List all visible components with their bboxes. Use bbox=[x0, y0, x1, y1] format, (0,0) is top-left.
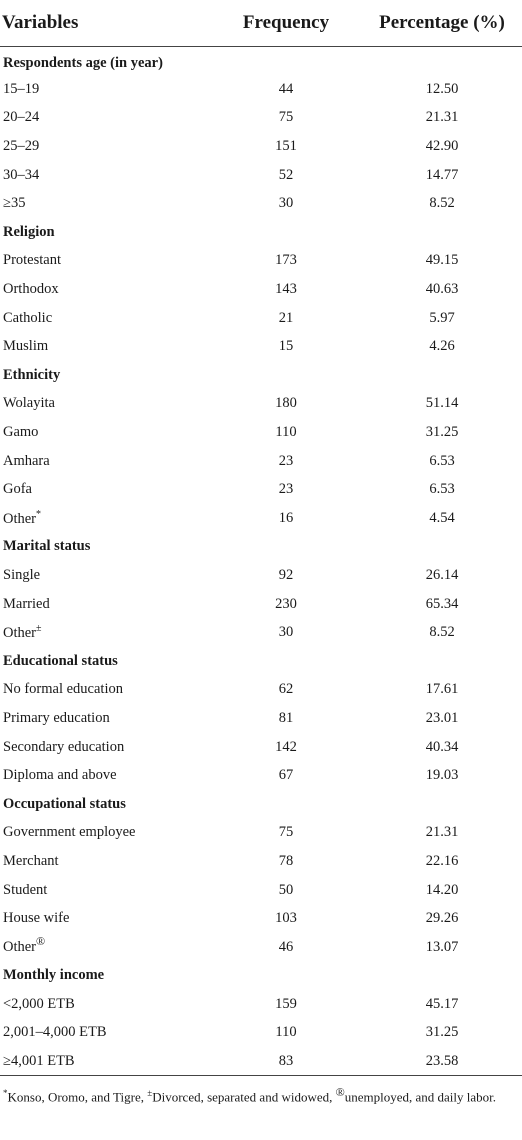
row-label bbox=[0, 447, 210, 476]
row-label-text: 25–29 bbox=[3, 138, 40, 155]
row-label bbox=[0, 676, 210, 705]
section-title: Educational status bbox=[3, 652, 118, 669]
row-label bbox=[0, 1019, 210, 1048]
row-label bbox=[0, 390, 210, 419]
row-label-text: Gamo bbox=[3, 424, 39, 441]
row-label-text: ≥4,001 ETB bbox=[3, 1052, 75, 1069]
row-label bbox=[0, 876, 210, 905]
row-label-text: No formal education bbox=[3, 681, 123, 698]
percentage-cell: 5.97 bbox=[429, 309, 455, 326]
frequency-cell: 67 bbox=[278, 767, 294, 784]
table-row bbox=[0, 1047, 522, 1076]
row-label-text: ≥35 bbox=[3, 195, 26, 212]
row-label-text: Secondary education bbox=[3, 738, 125, 755]
frequency-cell: 15 bbox=[278, 338, 294, 355]
table-row bbox=[0, 247, 522, 276]
percentage-cell: 4.54 bbox=[429, 509, 455, 526]
row-label-text: Married bbox=[3, 595, 50, 612]
row-label-text: Other bbox=[3, 510, 37, 527]
table-row bbox=[0, 332, 522, 361]
row-label bbox=[0, 1047, 210, 1076]
percentage-cell: 21.31 bbox=[425, 109, 459, 126]
section-row bbox=[0, 361, 522, 390]
frequency-cell: 44 bbox=[278, 80, 294, 97]
table-body bbox=[0, 47, 522, 1076]
row-label-text: 15–19 bbox=[3, 80, 40, 97]
percentage-cell: 14.20 bbox=[425, 881, 459, 898]
percentage-cell: 65.34 bbox=[425, 595, 459, 612]
percentage-cell: 14.77 bbox=[425, 166, 459, 183]
footnote-text: Divorced, separated and widowed, bbox=[152, 1089, 336, 1105]
row-label-text: Protestant bbox=[3, 252, 61, 269]
section-title: Occupational status bbox=[3, 795, 126, 812]
frequency-cell: 81 bbox=[278, 709, 294, 726]
table-row bbox=[0, 390, 522, 419]
frequency-cell: 110 bbox=[275, 1024, 297, 1041]
table-row bbox=[0, 104, 522, 133]
row-label-text: 30–34 bbox=[3, 166, 40, 183]
row-label-text: 2,001–4,000 ETB bbox=[3, 1024, 107, 1041]
row-label bbox=[0, 132, 210, 161]
table-row bbox=[0, 447, 522, 476]
percentage-cell: 42.90 bbox=[425, 138, 459, 155]
table-row bbox=[0, 475, 522, 504]
frequency-cell: 62 bbox=[278, 681, 294, 698]
frequency-cell: 110 bbox=[275, 424, 297, 441]
percentage-cell: 23.01 bbox=[425, 709, 459, 726]
frequency-cell: 83 bbox=[278, 1052, 294, 1069]
footnote-marker: * bbox=[36, 508, 42, 520]
percentage-cell: 17.61 bbox=[425, 681, 459, 698]
section-row bbox=[0, 790, 522, 819]
footnote-marker: ± bbox=[36, 623, 42, 635]
percentage-cell: 49.15 bbox=[425, 252, 459, 269]
frequency-cell: 143 bbox=[275, 281, 297, 298]
row-label-text: Amhara bbox=[3, 452, 50, 469]
row-label bbox=[0, 475, 210, 504]
section-title: Religion bbox=[3, 223, 55, 240]
row-label-text: Other bbox=[3, 625, 37, 642]
table-row bbox=[0, 161, 522, 190]
percentage-cell: 31.25 bbox=[425, 424, 459, 441]
table-row bbox=[0, 733, 522, 762]
table-row bbox=[0, 904, 522, 933]
row-label bbox=[0, 761, 210, 790]
percentage-cell: 21.31 bbox=[425, 824, 459, 841]
frequency-cell: 50 bbox=[278, 881, 294, 898]
row-label-text: Orthodox bbox=[3, 281, 59, 298]
row-label bbox=[0, 733, 210, 762]
percentage-cell: 6.53 bbox=[429, 481, 455, 498]
header-variables: Variables bbox=[0, 0, 210, 47]
frequency-cell: 142 bbox=[275, 738, 297, 755]
percentage-cell: 51.14 bbox=[425, 395, 459, 412]
row-label-text: Student bbox=[3, 881, 48, 898]
footnote-row bbox=[0, 1076, 522, 1108]
table-row bbox=[0, 933, 522, 962]
section-row bbox=[0, 962, 522, 991]
section-row bbox=[0, 218, 522, 247]
frequency-cell: 52 bbox=[278, 166, 294, 183]
row-label-text: Other bbox=[3, 938, 37, 955]
percentage-cell: 19.03 bbox=[425, 767, 459, 784]
row-label-text: Single bbox=[3, 566, 41, 583]
footnote-marker: ® bbox=[36, 933, 46, 948]
row-label-text: Wolayita bbox=[3, 395, 55, 412]
table-row bbox=[0, 618, 522, 647]
section-title: Monthly income bbox=[3, 967, 105, 984]
section-title: Respondents age (in year) bbox=[3, 54, 163, 71]
row-label bbox=[0, 161, 210, 190]
footnote-marker: ® bbox=[335, 1085, 345, 1100]
header-row bbox=[0, 0, 522, 47]
section-row bbox=[0, 47, 522, 76]
row-label bbox=[0, 933, 210, 962]
percentage-cell: 4.26 bbox=[429, 338, 455, 355]
row-label bbox=[0, 75, 210, 104]
row-label bbox=[0, 704, 210, 733]
footnote-marker: ± bbox=[147, 1088, 153, 1099]
percentage-cell: 22.16 bbox=[425, 852, 459, 869]
frequency-cell: 23 bbox=[278, 481, 294, 498]
percentage-cell: 8.52 bbox=[429, 195, 455, 212]
frequency-cell: 103 bbox=[275, 910, 297, 927]
row-label-text: Primary education bbox=[3, 709, 110, 726]
row-label bbox=[0, 504, 210, 533]
table-row bbox=[0, 189, 522, 218]
frequency-cell: 78 bbox=[278, 852, 294, 869]
frequency-cell: 173 bbox=[275, 252, 297, 269]
percentage-cell: 40.34 bbox=[425, 738, 459, 755]
percentage-cell: 31.25 bbox=[425, 1024, 459, 1041]
percentage-cell: 23.58 bbox=[425, 1052, 459, 1069]
table-row bbox=[0, 819, 522, 848]
row-label-text: Gofa bbox=[3, 481, 32, 498]
footnote bbox=[0, 1076, 522, 1108]
section-row bbox=[0, 533, 522, 562]
row-label bbox=[0, 418, 210, 447]
percentage-cell: 12.50 bbox=[425, 80, 459, 97]
row-label bbox=[0, 561, 210, 590]
table-row bbox=[0, 761, 522, 790]
frequency-cell: 151 bbox=[275, 138, 297, 155]
row-label bbox=[0, 304, 210, 333]
percentage-cell: 40.63 bbox=[425, 281, 459, 298]
footnote-text: unemployed, and daily labor. bbox=[344, 1089, 497, 1105]
percentage-cell: 6.53 bbox=[429, 452, 455, 469]
row-label bbox=[0, 819, 210, 848]
frequency-cell: 21 bbox=[278, 309, 294, 326]
percentage-cell: 45.17 bbox=[425, 995, 459, 1012]
percentage-cell: 13.07 bbox=[425, 938, 459, 955]
header-percentage: Percentage (%) bbox=[362, 0, 522, 47]
row-label-text: 20–24 bbox=[3, 109, 40, 126]
table-row bbox=[0, 676, 522, 705]
table-row bbox=[0, 75, 522, 104]
table-row bbox=[0, 590, 522, 619]
frequency-cell: 75 bbox=[278, 824, 294, 841]
table-row bbox=[0, 304, 522, 333]
table-row bbox=[0, 504, 522, 533]
frequency-cell: 230 bbox=[275, 595, 297, 612]
row-label-text: Government employee bbox=[3, 824, 136, 841]
row-label bbox=[0, 104, 210, 133]
frequency-cell: 180 bbox=[275, 395, 297, 412]
frequency-cell: 16 bbox=[278, 509, 294, 526]
frequency-cell: 30 bbox=[278, 624, 294, 641]
frequency-cell: 92 bbox=[278, 566, 294, 583]
section-title: Marital status bbox=[3, 538, 91, 555]
row-label bbox=[0, 618, 210, 647]
table-header bbox=[0, 0, 522, 47]
frequency-cell: 75 bbox=[278, 109, 294, 126]
frequency-cell: 30 bbox=[278, 195, 294, 212]
row-label-text: <2,000 ETB bbox=[3, 995, 75, 1012]
row-label bbox=[0, 904, 210, 933]
row-label bbox=[0, 275, 210, 304]
footnote-text: Konso, Oromo, and Tigre, bbox=[7, 1089, 148, 1105]
table-row bbox=[0, 418, 522, 447]
row-label bbox=[0, 332, 210, 361]
row-label-text: Diploma and above bbox=[3, 767, 117, 784]
table-row bbox=[0, 990, 522, 1019]
section-title: Ethnicity bbox=[3, 366, 61, 383]
row-label bbox=[0, 990, 210, 1019]
row-label bbox=[0, 847, 210, 876]
percentage-cell: 29.26 bbox=[425, 910, 459, 927]
table-row bbox=[0, 1019, 522, 1048]
row-label-text: Catholic bbox=[3, 309, 53, 326]
row-label bbox=[0, 590, 210, 619]
section-row bbox=[0, 647, 522, 676]
table-row bbox=[0, 132, 522, 161]
footnote-marker: * bbox=[3, 1088, 8, 1099]
row-label-text: Merchant bbox=[3, 852, 59, 869]
table-footer bbox=[0, 1076, 522, 1108]
row-label-text: House wife bbox=[3, 910, 70, 927]
percentage-cell: 8.52 bbox=[429, 624, 455, 641]
frequency-cell: 46 bbox=[278, 938, 294, 955]
table-row bbox=[0, 704, 522, 733]
row-label bbox=[0, 247, 210, 276]
percentage-cell: 26.14 bbox=[425, 566, 459, 583]
table-row bbox=[0, 876, 522, 905]
row-label bbox=[0, 189, 210, 218]
table-row bbox=[0, 847, 522, 876]
frequency-cell: 23 bbox=[278, 452, 294, 469]
table-row bbox=[0, 275, 522, 304]
header-frequency: Frequency bbox=[210, 0, 362, 47]
table-row bbox=[0, 561, 522, 590]
row-label-text: Muslim bbox=[3, 338, 49, 355]
frequency-cell: 159 bbox=[275, 995, 297, 1012]
